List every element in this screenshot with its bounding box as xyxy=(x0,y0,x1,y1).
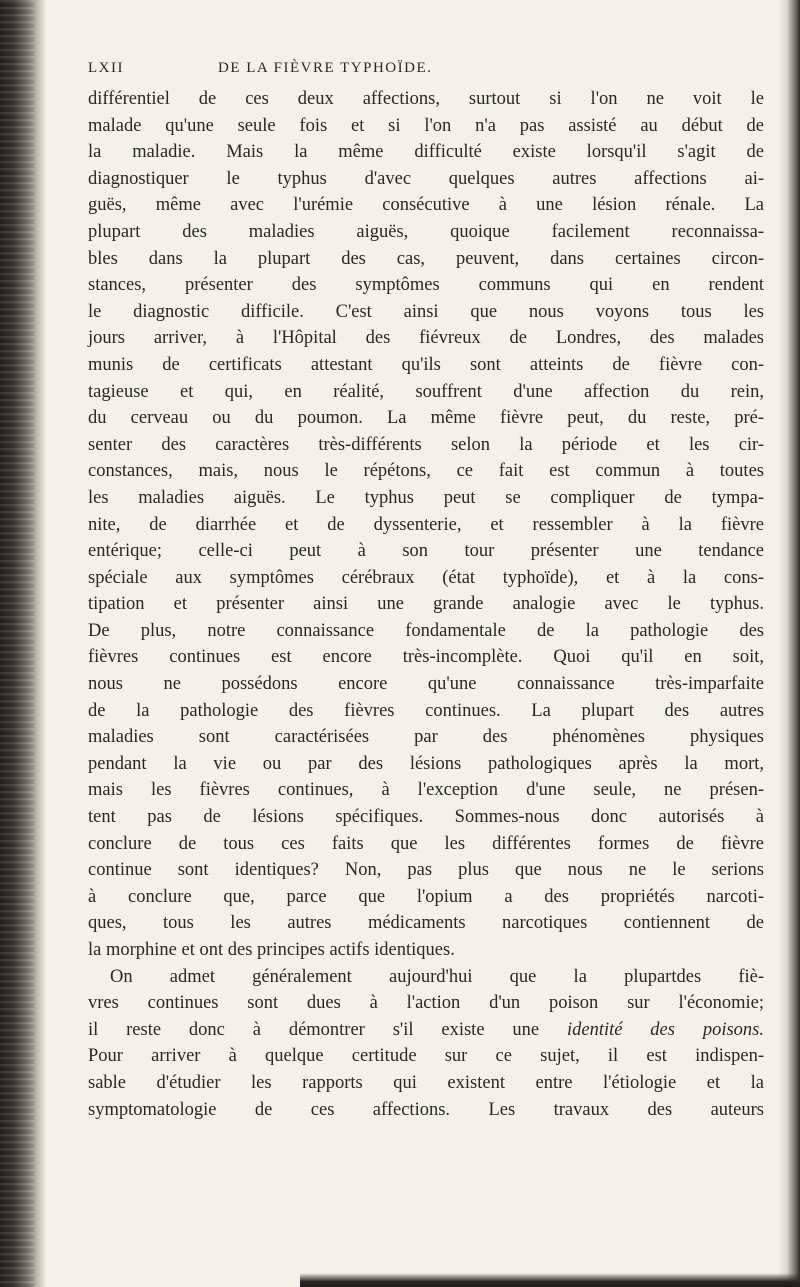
running-header xyxy=(88,60,764,86)
text-line: du cerveau ou du poumon. La même fièvre peut, du reste, pré- xyxy=(88,408,764,429)
text-line: Pour arriver à quelque certitude sur ce sujet, il est indispen- xyxy=(88,1046,764,1067)
page-number: LXII xyxy=(88,60,124,76)
text-line: spéciale aux symptômes cérébraux (état typhoïde), et à la cons- xyxy=(88,567,764,588)
text-line: symptomatologie de ces affections. Les travaux des auteurs xyxy=(88,1099,764,1120)
text-line: munis de certificats attestant qu'ils sont atteints de fièvre con- xyxy=(88,354,764,375)
text-line-with-italic xyxy=(88,1017,764,1044)
text-line: malade qu'une seule fois et si l'on n'a pas assisté au début de xyxy=(88,115,764,136)
text-line: tagieuse et qui, en réalité, souffrent d'une affection du rein, xyxy=(88,381,764,402)
binding-texture xyxy=(0,0,34,1287)
body-text xyxy=(88,86,764,1123)
right-page-edge xyxy=(778,0,800,1287)
text-line: le diagnostic difficile. C'est ainsi que nous voyons tous les xyxy=(88,301,764,322)
text-line: à conclure que, parce que l'opium a des propriétés narcoti- xyxy=(88,886,764,907)
text-line: conclure de tous ces faits que les différentes formes de fièvre xyxy=(88,833,764,854)
text-line: les maladies aiguës. Le typhus peut se compliquer de tympa- xyxy=(88,487,764,508)
text-line: tipation et présenter ainsi une grande analogie avec le typhus. xyxy=(88,594,764,615)
text-line: nite, de diarrhée et de dyssenterie, et ressembler à la fièvre xyxy=(88,514,764,535)
text-line: diagnostiquer le typhus d'avec quelques autres affections ai- xyxy=(88,168,764,189)
text-line: vres continues sont dues à l'action d'un poison sur l'économie; xyxy=(88,993,764,1014)
text-line: fièvres continues est encore très-incomplète. Quoi qu'il en soit, xyxy=(88,647,764,668)
text-line: ques, tous les autres médicaments narcotiques contiennent de xyxy=(88,913,764,934)
text-line: différentiel de ces deux affections, surtout si l'on ne voit le xyxy=(88,89,764,109)
running-title: DE LA FIÈVRE TYPHOÏDE. xyxy=(218,60,433,76)
text-line: De plus, notre connaissance fondamentale de la pathologie des xyxy=(88,620,764,641)
text-line: guës, même avec l'urémie consécutive à une lésion rénale. La xyxy=(88,195,764,216)
italic-emphasis: identité des poisons. xyxy=(566,1019,764,1040)
text-line: pendant la vie ou par des lésions pathologiques après la mort, xyxy=(88,753,764,774)
text-line: entérique; celle-ci peut à son tour présenter une tendance xyxy=(88,541,764,562)
text-line: de la pathologie des fièvres continues. La plupart des autres xyxy=(88,700,764,721)
bottom-page-edge xyxy=(300,1273,800,1287)
text-line: mais les fièvres continues, à l'exception d'une seule, ne présen- xyxy=(88,780,764,801)
text-line: la maladie. Mais la même difficulté existe lorsqu'il s'agit de xyxy=(88,142,764,163)
text-line: bles dans la plupart des cas, peuvent, dans certaines circon- xyxy=(88,248,764,269)
text-line: senter des caractères très-différents selon la période et les cir- xyxy=(88,434,764,455)
paragraph-end-line: la morphine et ont des principes actifs identiques. xyxy=(88,940,455,960)
text-line: continue sont identiques? Non, pas plus que nous ne le serions xyxy=(88,860,764,881)
text-line: maladies sont caractérisées par des phénomènes physiques xyxy=(88,727,764,748)
text-line: tent pas de lésions spécifiques. Sommes-nous donc autorisés à xyxy=(88,807,764,828)
text-line: sable d'étudier les rapports qui existent entre l'étiologie et la xyxy=(88,1072,764,1093)
text-line: jours arriver, à l'Hôpital des fiévreux de Londres, des malades xyxy=(88,328,764,349)
text-line: plupart des maladies aiguës, quoique facilement reconnaissa- xyxy=(88,221,764,242)
text-line: constances, mais, nous le répétons, ce fait est commun à toutes xyxy=(88,461,764,482)
text-line: stances, présenter des symptômes communs qui en rendent xyxy=(88,275,764,296)
text-run: il reste donc à démontrer s'il existe une xyxy=(88,1019,567,1040)
paragraph-start-line: On admet généralement aujourd'hui que la plupartdes fiè- xyxy=(110,966,764,987)
text-line: nous ne possédons encore qu'une connaissance très-imparfaite xyxy=(88,674,764,695)
